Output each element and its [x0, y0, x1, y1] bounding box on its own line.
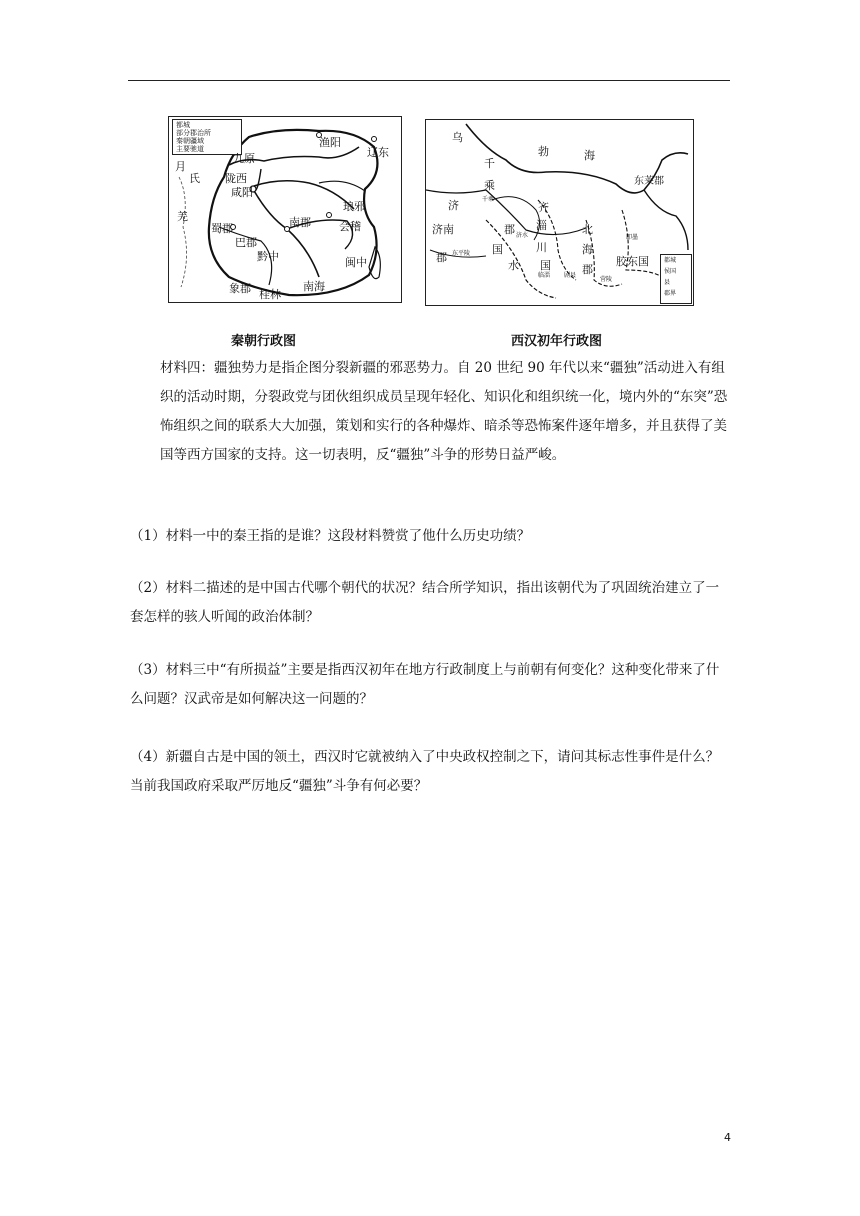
question-4: （4）新疆自古是中国的领土，西汉时它就被纳入了中央政权控制之下，请问其标志性事件是什么？当前我国政府采取严厉地反“疆独”斗争有何必要？ — [130, 749, 720, 794]
qin-label: 桂林 — [259, 288, 281, 301]
qin-label: 象郡 — [229, 282, 251, 295]
han-map-drawing — [426, 120, 693, 305]
han-legend — [660, 254, 692, 304]
han-label: 齐 — [538, 201, 549, 214]
qin-label: 九原 — [233, 152, 255, 165]
han-label: 郡 — [436, 251, 447, 264]
han-label: 郡 — [504, 223, 515, 236]
question-3: （3）材料三中“有所损益”主要是指西汉初年在地方行政制度上与前朝有何变化？这种变化带来了什么问题？汉武帝是如何解决这一问题的？ — [130, 662, 720, 707]
han-label: 东平陵 — [452, 250, 471, 257]
han-label: 胶东国 — [616, 255, 649, 268]
han-label: 济 — [448, 199, 459, 212]
qin-label: 会稽 — [339, 220, 361, 233]
qin-map-caption: 秦朝行政图 — [231, 334, 297, 349]
qin-map — [168, 116, 402, 303]
qin-label: 月 — [175, 160, 186, 173]
qin-label: 琅邪 — [343, 200, 365, 213]
han-label: 海 — [584, 149, 595, 162]
qin-label: 陇西 — [225, 172, 247, 185]
question-1: （1）材料一中的秦王指的是谁？这段材料赞赏了他什么历史功绩？ — [130, 528, 531, 544]
han-legend-item: 侯国 — [664, 268, 677, 275]
qin-label: 蜀郡 — [211, 222, 233, 235]
han-label: 川 — [536, 241, 547, 254]
han-label: 北 — [582, 223, 593, 236]
qin-label: 氏 — [189, 172, 200, 185]
qin-legend-item: 秦朝疆域 — [176, 137, 204, 145]
han-legend-item: 县 — [664, 279, 671, 286]
header-rule — [128, 80, 730, 81]
han-label: 乘 — [484, 179, 495, 192]
western-han-map — [425, 119, 694, 306]
han-label: 即墨 — [626, 234, 639, 241]
han-label: 营陵 — [600, 276, 613, 283]
han-legend-item: 都城 — [664, 257, 677, 264]
qin-label: 南郡 — [289, 216, 311, 229]
han-label: 临淄 — [538, 272, 551, 279]
han-label: 水 — [508, 259, 519, 272]
han-label: 千乘 — [482, 196, 495, 203]
qin-legend — [172, 119, 242, 155]
han-label: 海 — [582, 243, 593, 256]
han-label: 济水 — [516, 232, 529, 239]
han-label: 国 — [492, 243, 503, 256]
qin-label: 羌 — [177, 210, 188, 223]
han-label: 国 — [540, 259, 551, 272]
qin-label: 黔中 — [257, 250, 279, 263]
qin-label: 辽东 — [367, 146, 389, 159]
qin-legend-item: 部分郡治所 — [176, 129, 211, 137]
qin-label: 闽中 — [345, 256, 367, 269]
han-map-caption: 西汉初年行政图 — [511, 334, 603, 349]
han-label: 乌 — [452, 131, 463, 144]
qin-legend-item: 主要驰道 — [176, 145, 204, 153]
question-2: （2）材料二描述的是中国古代哪个朝代的状况？结合所学知识，指出该朝代为了巩固统治建立了一套怎样的骇人听闻的政治体制？ — [130, 580, 720, 625]
qin-label: 南海 — [303, 280, 325, 293]
han-label: 东莱郡 — [634, 176, 664, 187]
qin-legend-item: 都城 — [176, 121, 190, 129]
qin-label: 巴郡 — [235, 236, 257, 249]
han-label: 淄 — [536, 219, 547, 232]
han-label: 勃 — [538, 145, 549, 158]
han-label: 剧县 — [564, 272, 577, 279]
han-label: 郡 — [582, 263, 593, 276]
qin-label: 咸阳 — [231, 186, 253, 199]
material-four-text: 材料四：疆独势力是指企图分裂新疆的邪恶势力。自 20 世纪 90 年代以来“疆独”活动进入有组织的活动时期，分裂政党与团伙组织成员呈现年轻化、知识化和组织统一化，境内外的“东突”恐怖组织之间的联系大大加强，策划和实行的各种爆炸、暗杀等恐怖案件逐年增多，并且获得了美国等西方国家的支持。这一切表明，反“疆独”斗争的形势日益严峻。 — [160, 360, 728, 463]
han-label: 千 — [484, 157, 495, 170]
han-legend-item: 郡界 — [664, 290, 677, 297]
page-number: 4 — [724, 1131, 731, 1144]
han-label: 济南 — [432, 223, 454, 236]
qin-label: 渔阳 — [319, 136, 341, 149]
